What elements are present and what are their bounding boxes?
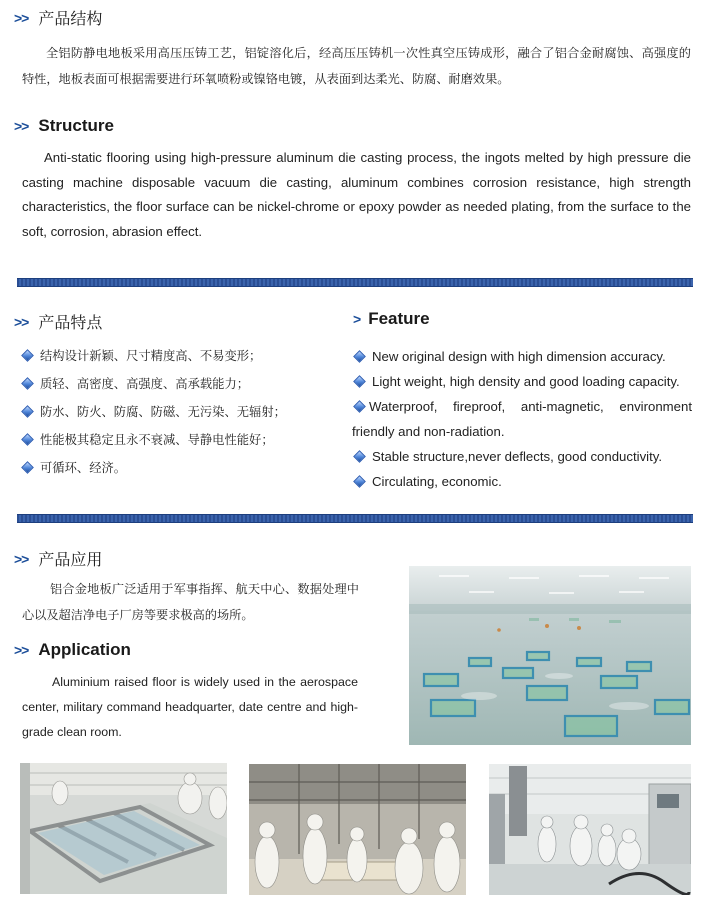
features-heading-en <box>353 309 430 329</box>
features-heading-zh <box>14 310 102 333</box>
feature-item-zh: 性能极其稳定且永不衰减、导静电性能好； <box>20 426 340 454</box>
double-chevron-icon: >> <box>14 313 29 330</box>
features-title-zh: 产品特点 <box>38 313 103 332</box>
structure-paragraph-zh: 全铝防静电地板采用高压压铸工艺，铝锭溶化后，经高压压铸机一次性真空压铸成形，融合了铝合金耐腐蚀、高强度的特性，地板表面可根据需要进行环氧喷粉或镍铬电镀，从表面到达柔光、防腐、耐磨效果。 <box>22 46 691 86</box>
cleanroom-floor-photo <box>409 566 691 745</box>
feature-item-en: Waterproof, fireproof, anti-magnetic, environment friendly and non-radiation. <box>352 399 692 439</box>
feature-item-zh: 质轻、高密度、高强度、高承载能力； <box>20 370 340 398</box>
chevron-right-icon: > <box>353 311 361 327</box>
features-list-en <box>352 344 692 494</box>
application-paragraph-en: Aluminium raised floor is widely used in the aerospace center, military command headquarter, date centre and high-grade clean room. <box>22 675 358 739</box>
features-list-zh <box>20 342 340 482</box>
diamond-bullet-icon <box>353 400 366 413</box>
feature-item-zh: 结构设计新颖、尺寸精度高、不易变形； <box>20 342 340 370</box>
double-chevron-icon: >> <box>14 9 29 26</box>
double-chevron-icon: >> <box>14 118 29 134</box>
application-title-en: Application <box>38 640 131 659</box>
diamond-bullet-icon <box>21 349 34 362</box>
application-heading-en <box>14 640 131 660</box>
application-title-zh: 产品应用 <box>38 550 103 569</box>
feature-item-en: New original design with high dimension accuracy. <box>352 344 692 369</box>
feature-item-zh: 防水、防火、防腐、防磁、无污染、无辐射； <box>20 398 340 426</box>
structure-title-zh: 产品结构 <box>38 9 103 28</box>
diamond-bullet-icon <box>21 461 34 474</box>
double-chevron-icon: >> <box>14 642 29 658</box>
diamond-bullet-icon <box>353 475 366 488</box>
assembly-workshop-photo <box>20 763 227 894</box>
structure-heading-zh <box>14 6 102 29</box>
cleanroom-workers-photo <box>249 764 466 895</box>
structure-paragraph-en: Anti-static flooring using high-pressure aluminum die casting process, the ingots melted by high pressure die casting machine disposable vacuum die casting, aluminum combines corrosion resistance, high strength characteristics, the floor surface can be nickel-chrome or epoxy powder as needed plating, from the surface to the soft, corrosion, abrasion effect. <box>22 150 691 239</box>
section-divider <box>17 514 693 523</box>
cleanroom-equipment-photo <box>489 764 691 895</box>
application-paragraph-zh: 铝合金地板广泛适用于军事指挥、航天中心、数据处理中心以及超洁净电子厂房等要求极高的场所。 <box>22 582 359 622</box>
double-chevron-icon: >> <box>14 550 29 567</box>
application-heading-zh <box>14 547 102 570</box>
feature-item-en: Light weight, high density and good loading capacity. <box>352 369 692 394</box>
structure-title-en: Structure <box>38 116 114 135</box>
structure-heading-en <box>14 116 114 136</box>
feature-item-en: Stable structure,never deflects, good conductivity. <box>352 444 692 469</box>
diamond-bullet-icon <box>21 405 34 418</box>
diamond-bullet-icon <box>353 450 366 463</box>
diamond-bullet-icon <box>21 433 34 446</box>
diamond-bullet-icon <box>21 377 34 390</box>
diamond-bullet-icon <box>353 350 366 363</box>
feature-item-en: Circulating, economic. <box>352 469 692 494</box>
feature-item-zh: 可循环、经济。 <box>20 454 340 482</box>
section-divider <box>17 278 693 287</box>
features-title-en: Feature <box>368 309 430 328</box>
diamond-bullet-icon <box>353 375 366 388</box>
